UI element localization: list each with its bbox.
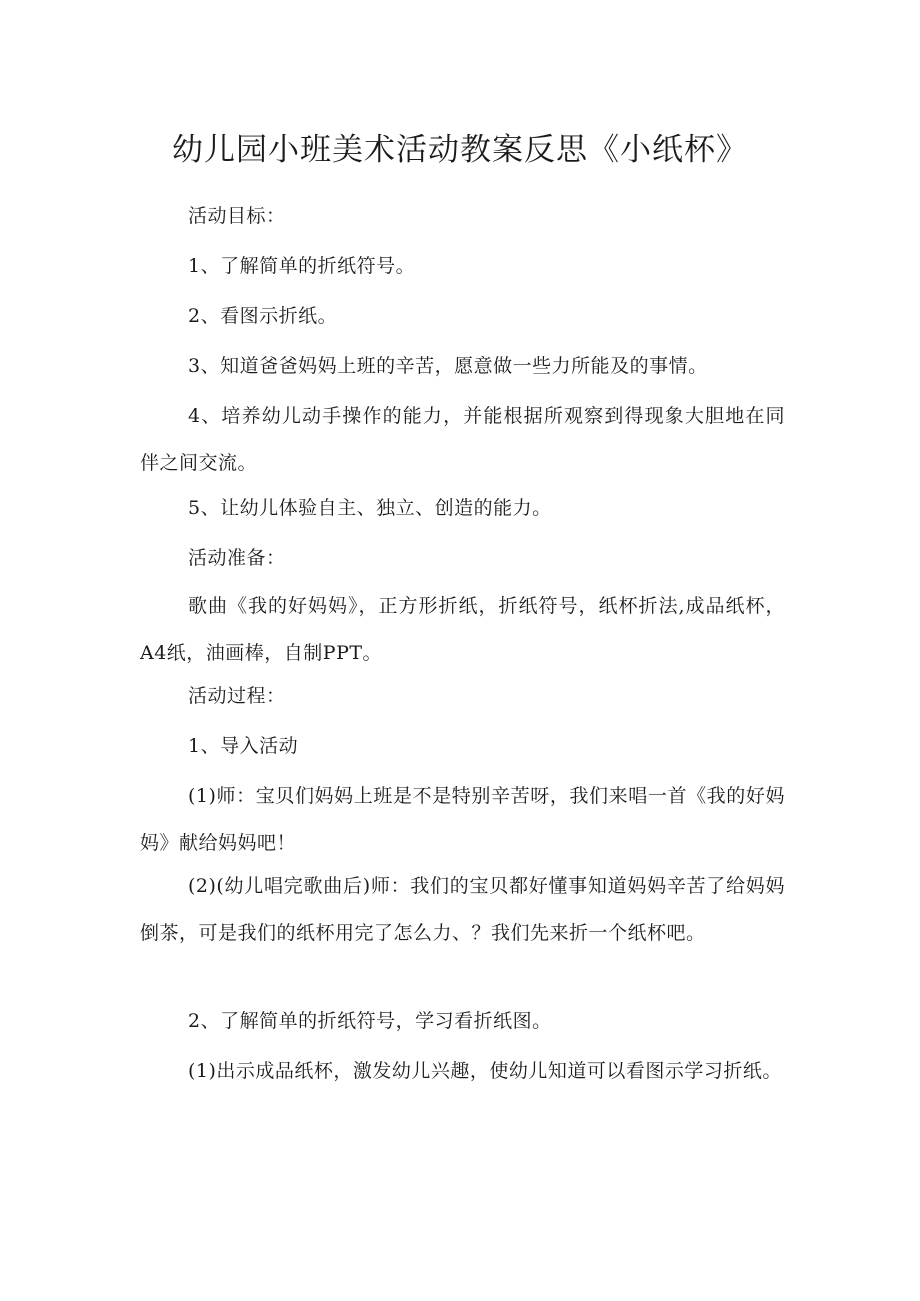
paragraph-objective-2: 2、看图示折纸。: [188, 305, 338, 327]
paragraph-objective-3: 3、知道爸爸妈妈上班的辛苦，愿意做一些力所能及的事情。: [188, 355, 708, 377]
paragraph-heading-objectives: 活动目标：: [188, 205, 286, 227]
paragraph-step-2: 2、了解简单的折纸符号，学习看折纸图。: [188, 1010, 552, 1032]
paragraph-heading-process: 活动过程：: [188, 685, 286, 707]
paragraph-objective-5: 5、让幼儿体验自主、独立、创造的能力。: [188, 497, 552, 519]
paragraph-preparation-materials: 歌曲《我的好妈妈》，正方形折纸，折纸符号，纸杯折法,成品纸杯，A4纸，油画棒，自制PPT。: [140, 595, 785, 664]
paragraph-step-1-1: (1)师：宝贝们妈妈上班是不是特别辛苦呀，我们来唱一首《我的好妈妈》献给妈妈吧！: [140, 785, 785, 854]
paragraph-step-1-2: (2)(幼儿唱完歌曲后)师：我们的宝贝都好懂事知道妈妈辛苦了给妈妈倒茶，可是我们的纸杯用完了怎么力、？我们先来折一个纸杯吧。: [140, 875, 785, 944]
paragraph-step-2-1: (1)出示成品纸杯，激发幼儿兴趣，使幼儿知道可以看图示学习折纸。: [188, 1060, 782, 1082]
paragraph-step-1: 1、导入活动: [188, 735, 299, 757]
paragraph-heading-preparation: 活动准备：: [188, 547, 286, 569]
document-title: 幼儿园小班美术活动教案反思《小纸杯》: [172, 132, 748, 168]
paragraph-objective-1: 1、了解简单的折纸符号。: [188, 255, 416, 277]
paragraph-objective-4: 4、培养幼儿动手操作的能力，并能根据所观察到得现象大胆地在同伴之间交流。: [140, 405, 785, 474]
